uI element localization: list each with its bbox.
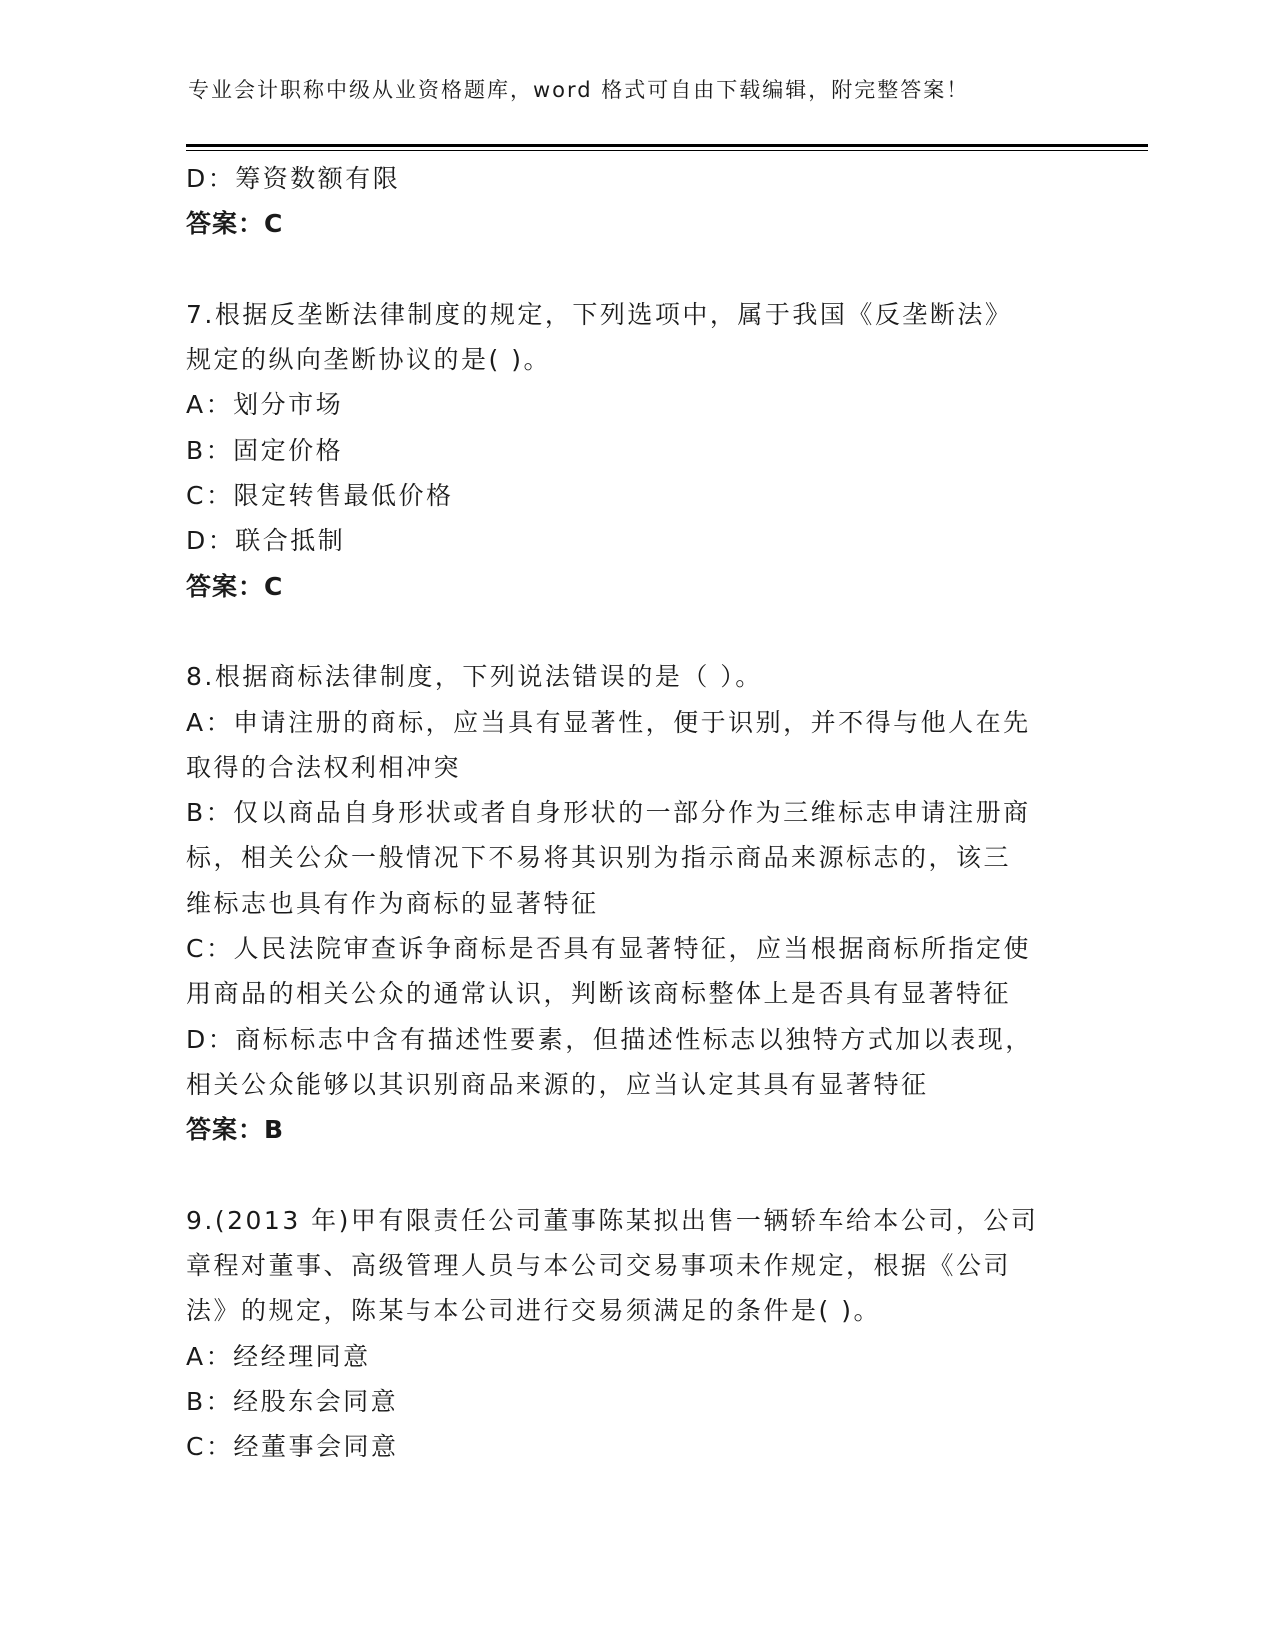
q8-option-line: B：仅以商品自身形状或者自身形状的一部分作为三维标志申请注册商 (186, 798, 1031, 828)
q8-option-line: D：商标标志中含有描述性要素，但描述性标志以独特方式加以表现， (186, 1024, 1033, 1054)
q8-option-line: 取得的合法权利相冲突 (186, 752, 462, 782)
q9-option-a: A：经经理同意 (186, 1341, 371, 1371)
q6-answer: 答案：C (186, 209, 284, 239)
header-rule-thin (186, 150, 1148, 151)
spacer (186, 1153, 1106, 1198)
q6-option-d: D：筹资数额有限 (186, 164, 401, 193)
q7-option-a: A：划分市场 (186, 390, 344, 420)
q7-option-d: D：联合抵制 (186, 526, 346, 556)
q8-answer: 答案：B (186, 1115, 285, 1145)
q9-stem-line-1: 9.(2013 年)甲有限责任公司董事陈某拟出售一辆轿车给本公司，公司 (186, 1205, 1039, 1235)
page-header: 专业会计职称中级从业资格题库，word 格式可自由下载编辑，附完整答案！ (188, 78, 970, 102)
q7-stem-line-1: 7.根据反垄断法律制度的规定，下列选项中，属于我国《反垄断法》 (186, 299, 1013, 329)
q8-option-line: 标，相关公众一般情况下不易将其识别为指示商品来源标志的，该三 (186, 843, 1012, 873)
q7-answer: 答案：C (186, 571, 284, 601)
q7-option-c: C：限定转售最低价格 (186, 481, 454, 511)
q9-option-b: B：经股东会同意 (186, 1387, 399, 1417)
q8-option-line: A：申请注册的商标，应当具有显著性，便于识别，并不得与他人在先 (186, 707, 1031, 737)
q9-stem-line-3: 法》的规定，陈某与本公司进行交易须满足的条件是( )。 (186, 1296, 881, 1326)
q7-stem-line-2: 规定的纵向垄断协议的是( )。 (186, 345, 551, 375)
spacer (186, 247, 1106, 292)
q8-stem-line-1: 8.根据商标法律制度，下列说法错误的是（ ）。 (186, 662, 763, 692)
spacer (186, 609, 1106, 654)
q8-option-line: 用商品的相关公众的通常认识，判断该商标整体上是否具有显著特征 (186, 979, 1012, 1009)
q8-option-line: 相关公众能够以其识别商品来源的，应当认定其具有显著特征 (186, 1069, 929, 1099)
q7-option-b: B：固定价格 (186, 435, 344, 465)
header-rule-thick (186, 144, 1148, 147)
document-body (186, 156, 1106, 1470)
q9-stem-line-2: 章程对董事、高级管理人员与本公司交易事项未作规定，根据《公司 (186, 1251, 1012, 1281)
q8-option-line: 维标志也具有作为商标的显著特征 (186, 888, 599, 918)
q9-option-c: C：经董事会同意 (186, 1432, 399, 1462)
q8-option-line: C：人民法院审查诉争商标是否具有显著特征，应当根据商标所指定使 (186, 934, 1031, 964)
